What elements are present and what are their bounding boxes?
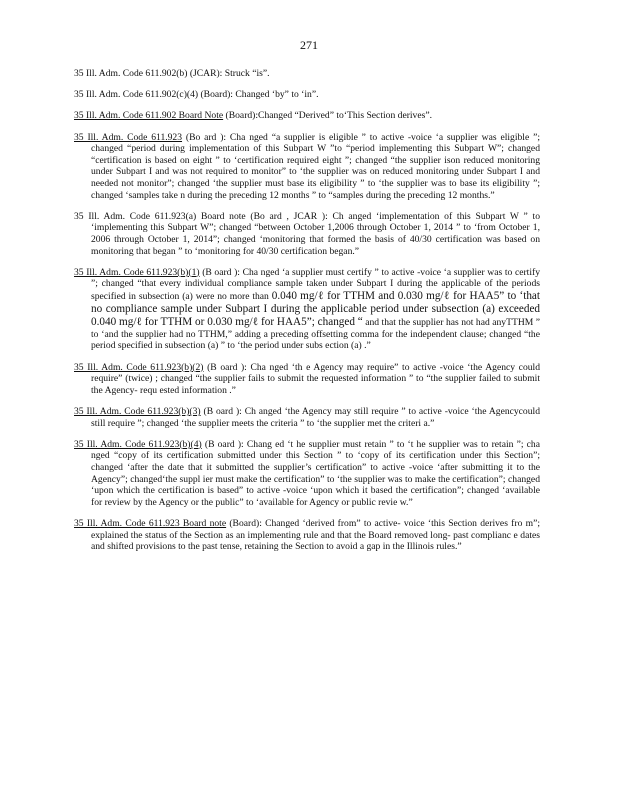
entry-611-923-b-3: [74, 406, 540, 429]
entry-reference: 35 Ill. Adm. Code 611.923(b)(1): [74, 266, 200, 278]
entry-611-923: [74, 132, 540, 202]
entry-reference: 35 Ill. Adm. Code 611.923(b)(4): [74, 438, 202, 450]
entry-reference: 35 Ill. Adm. Code 611.923 Board note: [74, 517, 227, 529]
entry-reference: 35 Ill. Adm. Code 611.923(a): [74, 210, 197, 222]
entry-text-tail: and that the supplier has not had anyTTHM ” to ‘and the supplier had no TTHM,” adding a preceding offsetting comma for the independent clause; changed “the period specified in subsection (a) ” to ‘the period under subs ection (a) .”: [91, 316, 540, 352]
entry-text-larger: 0.040 mg/ℓ for TTHM and 0.030 mg/ℓ for HAA5” to ‘that no compliance sample under Subpart I during the applicable period under subsection (a) exceeded 0.040 mg/ℓ for TTHM or 0.030 mg/ℓ for HAA5”; changed “: [91, 289, 541, 328]
entry-611-923-b-1: [74, 267, 540, 352]
entry-reference: 35 Ill. Adm. Code 611.902 Board Note: [74, 110, 224, 122]
entry-611-923-b-2: [74, 362, 540, 397]
entry-text: (B oard ): Chang ed ‘t he supplier must retain ” to ‘t he supplier was to retain ”; cha nged “copy of its certification submitted under this Section ” to ‘copy of its certification under this Section”; changed ‘after the date that it submitted the supplier’s certification” to active -voice ‘after submitting it to the Agency”; changed‘the suppl ier must make the certification” to ‘the supplier was to make the certification”; changed ‘upon which the certification is based” to active -voice ‘upon which it based the certification”; changed ‘available for review by the Agency or the public” to ‘available for Agency or public revie w.”: [91, 438, 540, 508]
entry-text: (Board):Changed “Derived” to‘This Section derives”.: [223, 110, 433, 122]
entry-text: (B oard ): Cha nged ‘th e Agency may require” to active -voice ‘the Agency could require” (twice) ; changed “the supplier fails to submit the requested information ” to “the supplier failed to submit the Agency- requ ested information .”: [91, 361, 540, 396]
entry-reference: 35 Ill. Adm. Code 611.902(c)(4): [74, 89, 199, 101]
entry-611-902-board-note: [74, 110, 540, 122]
entry-611-923-board-note: [74, 518, 540, 553]
entry-text: (Bo ard ): Cha nged “a supplier is eligible ” to active -voice ‘a supplier was eligible ”; changed “period during implementation of this Subpart W ”to “period implementing this Subpart W”; changed “certification is based on eight ” to ‘certification required eight ”; changed “the supplier ison reduced monitoring under Subpart I and was not required to monitor” to ‘the supplier was on reduced monitoring under Subpart I and needed not monitor”; changed ‘the supplier must base its eligibility ” to ‘the supplier was to base its eligibility ”; changed ‘samples take n during the preceding 12 months ” to “samples during the preceding 12 months.”: [91, 131, 540, 201]
entry-611-923-a: [74, 211, 540, 257]
document-body: [74, 68, 540, 559]
entry-text: (JCAR): Struck “is”.: [187, 68, 270, 79]
entry-reference: 35 Ill. Adm. Code 611.923(b)(2): [74, 361, 204, 373]
entry-reference: 35 Ill. Adm. Code 611.902(b): [74, 68, 188, 79]
entry-611-902-b: [74, 68, 540, 80]
entry-text: Board note (Bo ard , JCAR ): Ch anged ‘implementation of this Subpart W ” to ‘implementing this Subpart W”; changed “between October 1,2006 through October 1, 2014 ” to ‘from October 1, 2006 through October 1, 2014”; changed ‘monitoring that formed the basis of 40/30 certification was based on monitoring that began ” to ‘monitoring for 40/30 certification began.”: [91, 210, 540, 257]
entry-611-902-c-4: [74, 89, 540, 101]
page-number: 271: [300, 38, 318, 52]
entry-text: (B oard ): Cha nged ‘a supplier must certify ” to active -voice ‘a supplier was to certify ”; changed “that every individual compliance sample taken under Subpart I during the applicable of the periods specified in subsection (a) were no more than: [91, 266, 540, 302]
entry-611-923-b-4: [74, 439, 540, 509]
entry-text: (Board): Changed ‘derived from” to active- voice ‘this Section derives fro m”; explained the status of the Section as an implementing rule and that the Board removed long- past complianc e dates and shifted provisions to the past tense, retaining the Section to avoid a gap in the Illinois rules.”: [91, 517, 540, 553]
entry-text: (Board): Changed ‘by” to ‘in”.: [198, 89, 319, 101]
entry-reference: 35 Ill. Adm. Code 611.923: [74, 131, 183, 143]
entry-reference: 35 Ill. Adm. Code 611.923(b)(3): [74, 406, 201, 418]
entry-text: (B oard ): Ch anged ‘the Agency may still require ” to active -voice ‘the Agencycould still require ”; changed ‘the supplier meets the criteria ” to ‘the supplier met the criteri a.”: [91, 406, 540, 429]
